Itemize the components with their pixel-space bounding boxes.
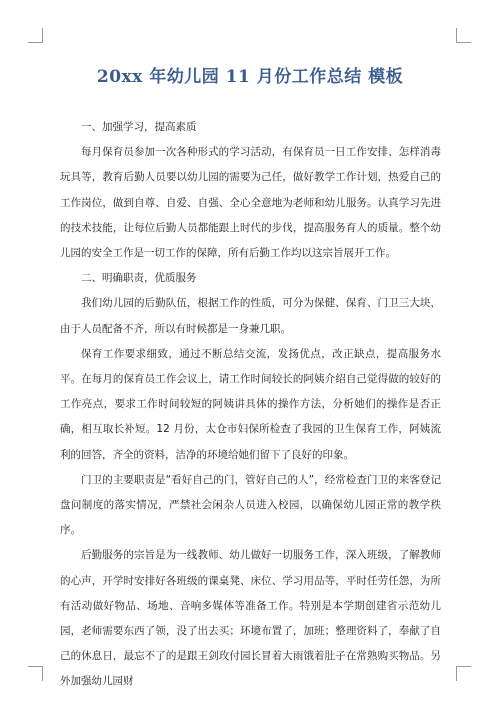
- crop-mark-top-right: [456, 28, 471, 43]
- paragraph-5: 后勤服务的宗旨是为一线教师、幼儿做好一切服务工作，深入班级，了解教师的心声，开学时安排好各班级的课桌凳、床位、学习用品等，平时任劳任怨，为所有活动做好物品、场地、音响多媒体等准备工作。特别是本学期创建省示范幼儿园，老师需要东西了领，没了出去买；环境布置了，加班；整理资料了，奉献了自己的休息日，最忘不了的是跟王剑玫付园长冒着大雨饿着肚子在常熟购买物品。另外加强幼儿园财: [60, 549, 441, 688]
- paragraph-1: 每月保育员参加一次各种形式的学习活动，有保育员一日工作安排、怎样消毒玩具等，教育后勤人员要以幼儿园的需要为己任，做好教学工作计划，热爱自己的工作岗位，做到自尊、自爱、自强、全心全意地为老师和幼儿服务。认真学习先进的技术技能，让每位后勤人员都能跟上时代的步伐，提高服务育人的质量。整个幼儿园的安全工作是一切工作的保障，所有后勤工作均以这宗旨展开工作。: [60, 146, 441, 260]
- crop-mark-bottom-left: [28, 666, 43, 681]
- crop-mark-bottom-right: [456, 666, 471, 681]
- paragraph-4: 门卫的主要职责是“看好自己的门，管好自己的人”，经常检查门卫的来客登记盘问制度的落实情况，严禁社会闲杂人员进入校园，以确保幼儿园正常的教学秩序。: [60, 473, 441, 537]
- paragraph-2: 我们幼儿园的后勤队伍，根据工作的性质，可分为保健、保育、门卫三大块，由于人员配备不齐，所以有时候都是一身兼几职。: [60, 297, 441, 335]
- section-heading-2: 二、明确职责，优质服务: [81, 272, 197, 285]
- document-body: [60, 115, 441, 695]
- section-heading-1: 一、加强学习，提高素质: [81, 121, 197, 133]
- document-title: 20xx 年幼儿园 11 月份工作总结 模板: [96, 67, 404, 87]
- paragraph-3: 保育工作要求细致，通过不断总结交流，发扬优点，改正缺点，提高服务水平。在每月的保育员工作会议上，请工作时间较长的阿姨介绍自己觉得做的较好的工作亮点，要求工作时间较短的阿姨讲具体的操作方法，分析她们的操作是否正确，相互取长补短。12 月份，太仓市妇保所检查了我园的卫生保育工作，阿姨流利的回答，齐全的资料，洁净的环境给她们留下了良好的印象。: [60, 347, 441, 461]
- crop-mark-top-left: [28, 28, 43, 43]
